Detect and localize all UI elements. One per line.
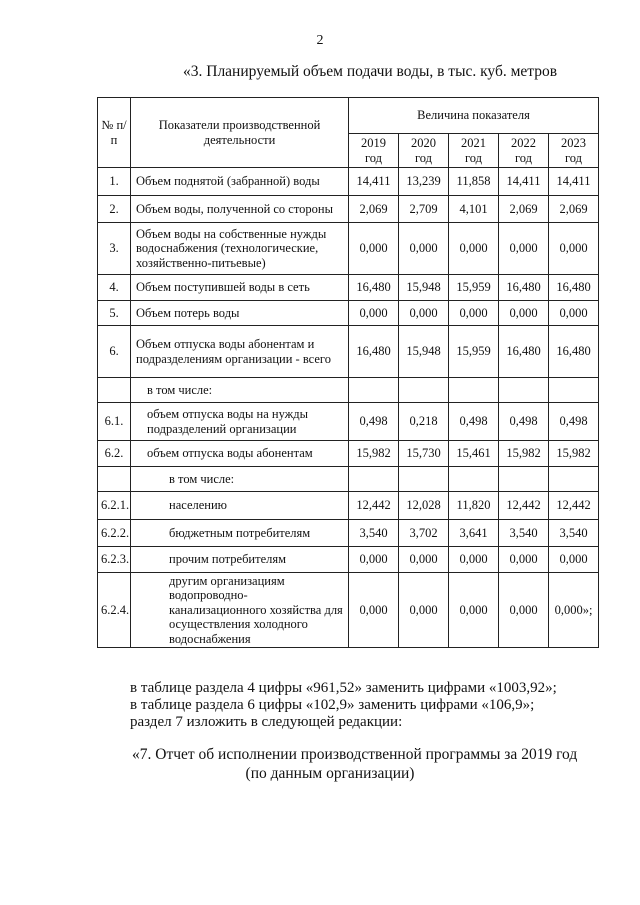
- row-value-2021: 0,000: [449, 547, 499, 573]
- amendment-paragraphs: [130, 680, 557, 731]
- paragraph-2: в таблице раздела 6 цифры «102,9» заменить цифрами «106,9»;: [130, 697, 535, 713]
- row-number: 6.2.1.: [98, 492, 131, 520]
- header-year-value: 2023: [561, 136, 586, 151]
- header-year-value: 2021: [461, 136, 486, 151]
- row-value-2021: 0,498: [449, 403, 499, 441]
- table-row: [98, 223, 599, 275]
- header-year-suffix: год: [464, 150, 483, 165]
- row-value-2022: 15,982: [499, 441, 549, 467]
- row-value-2023: 3,540: [549, 520, 599, 547]
- row-indicator-name: населению: [131, 492, 349, 520]
- row-value-2022: 0,000: [499, 301, 549, 326]
- row-value-2023: 16,480: [549, 326, 599, 378]
- row-value-2021: 0,000: [449, 573, 499, 648]
- row-value-2021: 15,959: [449, 326, 499, 378]
- row-number: 3.: [98, 223, 131, 275]
- page-number: 2: [316, 33, 324, 48]
- row-value-2023: 0,000»;: [549, 573, 599, 648]
- header-year-value: 2020: [411, 136, 436, 151]
- row-indicator-name: в том числе:: [131, 378, 349, 403]
- row-value-2023: [549, 378, 599, 403]
- row-value-2019: 0,498: [349, 403, 399, 441]
- row-value-2023: 14,411: [549, 168, 599, 196]
- row-value-2021: 0,000: [449, 223, 499, 275]
- header-year-2: [449, 134, 499, 168]
- row-number: 6.2.: [98, 441, 131, 467]
- row-number: 2.: [98, 196, 131, 223]
- table-row: [98, 378, 599, 403]
- section-7-line-2: (по данным организации): [245, 765, 415, 782]
- row-value-2020: 13,239: [399, 168, 449, 196]
- header-num: № п/п: [98, 98, 131, 168]
- header-value-group: Величина показателя: [349, 98, 599, 134]
- row-value-2019: 14,411: [349, 168, 399, 196]
- row-value-2019: 3,540: [349, 520, 399, 547]
- row-value-2020: [399, 378, 449, 403]
- row-indicator-name: Объем воды, полученной со стороны: [131, 196, 349, 223]
- row-value-2021: 15,959: [449, 275, 499, 301]
- row-value-2021: 15,461: [449, 441, 499, 467]
- row-value-2022: 12,442: [499, 492, 549, 520]
- table-row: [98, 520, 599, 547]
- row-value-2020: 3,702: [399, 520, 449, 547]
- row-value-2023: 0,498: [549, 403, 599, 441]
- row-indicator-name: объем отпуска воды на нужды подразделений организации: [131, 403, 349, 441]
- row-value-2020: 15,948: [399, 326, 449, 378]
- row-value-2021: 11,858: [449, 168, 499, 196]
- row-value-2022: 0,498: [499, 403, 549, 441]
- row-value-2020: [399, 467, 449, 492]
- table-row: [98, 492, 599, 520]
- row-number: 1.: [98, 168, 131, 196]
- row-value-2022: 16,480: [499, 326, 549, 378]
- row-value-2023: 0,000: [549, 547, 599, 573]
- row-number: 6.2.4.: [98, 573, 131, 648]
- row-value-2023: 2,069: [549, 196, 599, 223]
- table-row: [98, 168, 599, 196]
- table-row: [98, 467, 599, 492]
- paragraph-3: раздел 7 изложить в следующей редакции:: [130, 714, 403, 730]
- row-value-2019: 12,442: [349, 492, 399, 520]
- table-row: [98, 275, 599, 301]
- row-value-2019: 0,000: [349, 547, 399, 573]
- header-year-1: [399, 134, 449, 168]
- header-year-suffix: год: [564, 150, 583, 165]
- row-number: 6.2.2.: [98, 520, 131, 547]
- row-indicator-name: Объем поступившей воды в сеть: [131, 275, 349, 301]
- header-year-3: [499, 134, 549, 168]
- header-year-suffix: год: [514, 150, 533, 165]
- row-indicator-name: другим организациям водопроводно-канализационного хозяйства для осуществления холодного водоснабжения: [131, 573, 349, 648]
- row-indicator-name: бюджетным потребителям: [131, 520, 349, 547]
- row-value-2021: 0,000: [449, 301, 499, 326]
- row-value-2022: 0,000: [499, 547, 549, 573]
- header-year-value: 2022: [511, 136, 536, 151]
- row-value-2022: 14,411: [499, 168, 549, 196]
- row-value-2023: 16,480: [549, 275, 599, 301]
- row-value-2020: 0,000: [399, 573, 449, 648]
- row-value-2021: [449, 467, 499, 492]
- row-number: [98, 467, 131, 492]
- table-row: [98, 573, 599, 648]
- row-value-2023: 0,000: [549, 223, 599, 275]
- row-value-2021: 4,101: [449, 196, 499, 223]
- row-value-2021: 11,820: [449, 492, 499, 520]
- row-value-2020: 0,000: [399, 301, 449, 326]
- row-indicator-name: Объем воды на собственные нужды водоснабжения (технологические, хозяйственно-питьевые): [131, 223, 349, 275]
- row-value-2023: 12,442: [549, 492, 599, 520]
- row-value-2019: 0,000: [349, 301, 399, 326]
- row-value-2020: 0,218: [399, 403, 449, 441]
- table-row: [98, 301, 599, 326]
- table-row: [98, 196, 599, 223]
- table-row: [98, 403, 599, 441]
- header-year-0: [349, 134, 399, 168]
- row-value-2019: [349, 467, 399, 492]
- row-value-2020: 2,709: [399, 196, 449, 223]
- table-row: [98, 441, 599, 467]
- row-value-2019: 2,069: [349, 196, 399, 223]
- row-value-2023: [549, 467, 599, 492]
- row-value-2019: 0,000: [349, 573, 399, 648]
- header-indicators: Показатели производственной деятельности: [131, 98, 349, 168]
- row-value-2020: 0,000: [399, 223, 449, 275]
- row-value-2019: [349, 378, 399, 403]
- water-supply-table: [97, 97, 599, 648]
- row-value-2022: 0,000: [499, 223, 549, 275]
- row-value-2022: 2,069: [499, 196, 549, 223]
- row-value-2019: 16,480: [349, 275, 399, 301]
- row-number: [98, 378, 131, 403]
- row-value-2019: 0,000: [349, 223, 399, 275]
- row-indicator-name: в том числе:: [131, 467, 349, 492]
- row-value-2023: 0,000: [549, 301, 599, 326]
- row-number: 5.: [98, 301, 131, 326]
- table-heading: «3. Планируемый объем подачи воды, в тыс. куб. метров: [183, 63, 558, 80]
- row-indicator-name: прочим потребителям: [131, 547, 349, 573]
- row-value-2021: 3,641: [449, 520, 499, 547]
- row-value-2022: 3,540: [499, 520, 549, 547]
- header-year-suffix: год: [364, 150, 383, 165]
- row-value-2020: 12,028: [399, 492, 449, 520]
- header-year-4: [549, 134, 599, 168]
- row-value-2022: [499, 467, 549, 492]
- row-number: 6.2.3.: [98, 547, 131, 573]
- section-7-line-1: «7. Отчет об исполнении производственной программы за 2019 год: [132, 746, 578, 763]
- table-row: [98, 326, 599, 378]
- header-year-value: 2019: [361, 136, 386, 151]
- row-value-2023: 15,982: [549, 441, 599, 467]
- row-indicator-name: объем отпуска воды абонентам: [131, 441, 349, 467]
- row-value-2021: [449, 378, 499, 403]
- row-value-2019: 16,480: [349, 326, 399, 378]
- row-number: 4.: [98, 275, 131, 301]
- row-value-2022: 0,000: [499, 573, 549, 648]
- table-row: [98, 547, 599, 573]
- row-value-2022: 16,480: [499, 275, 549, 301]
- row-value-2020: 15,948: [399, 275, 449, 301]
- row-number: 6.: [98, 326, 131, 378]
- header-year-suffix: год: [414, 150, 433, 165]
- paragraph-1: в таблице раздела 4 цифры «961,52» заменить цифрами «1003,92»;: [130, 680, 557, 696]
- row-value-2022: [499, 378, 549, 403]
- row-number: 6.1.: [98, 403, 131, 441]
- row-indicator-name: Объем потерь воды: [131, 301, 349, 326]
- row-indicator-name: Объем поднятой (забранной) воды: [131, 168, 349, 196]
- row-value-2019: 15,982: [349, 441, 399, 467]
- row-value-2020: 15,730: [399, 441, 449, 467]
- row-indicator-name: Объем отпуска воды абонентам и подразделениям организации - всего: [131, 326, 349, 378]
- row-value-2020: 0,000: [399, 547, 449, 573]
